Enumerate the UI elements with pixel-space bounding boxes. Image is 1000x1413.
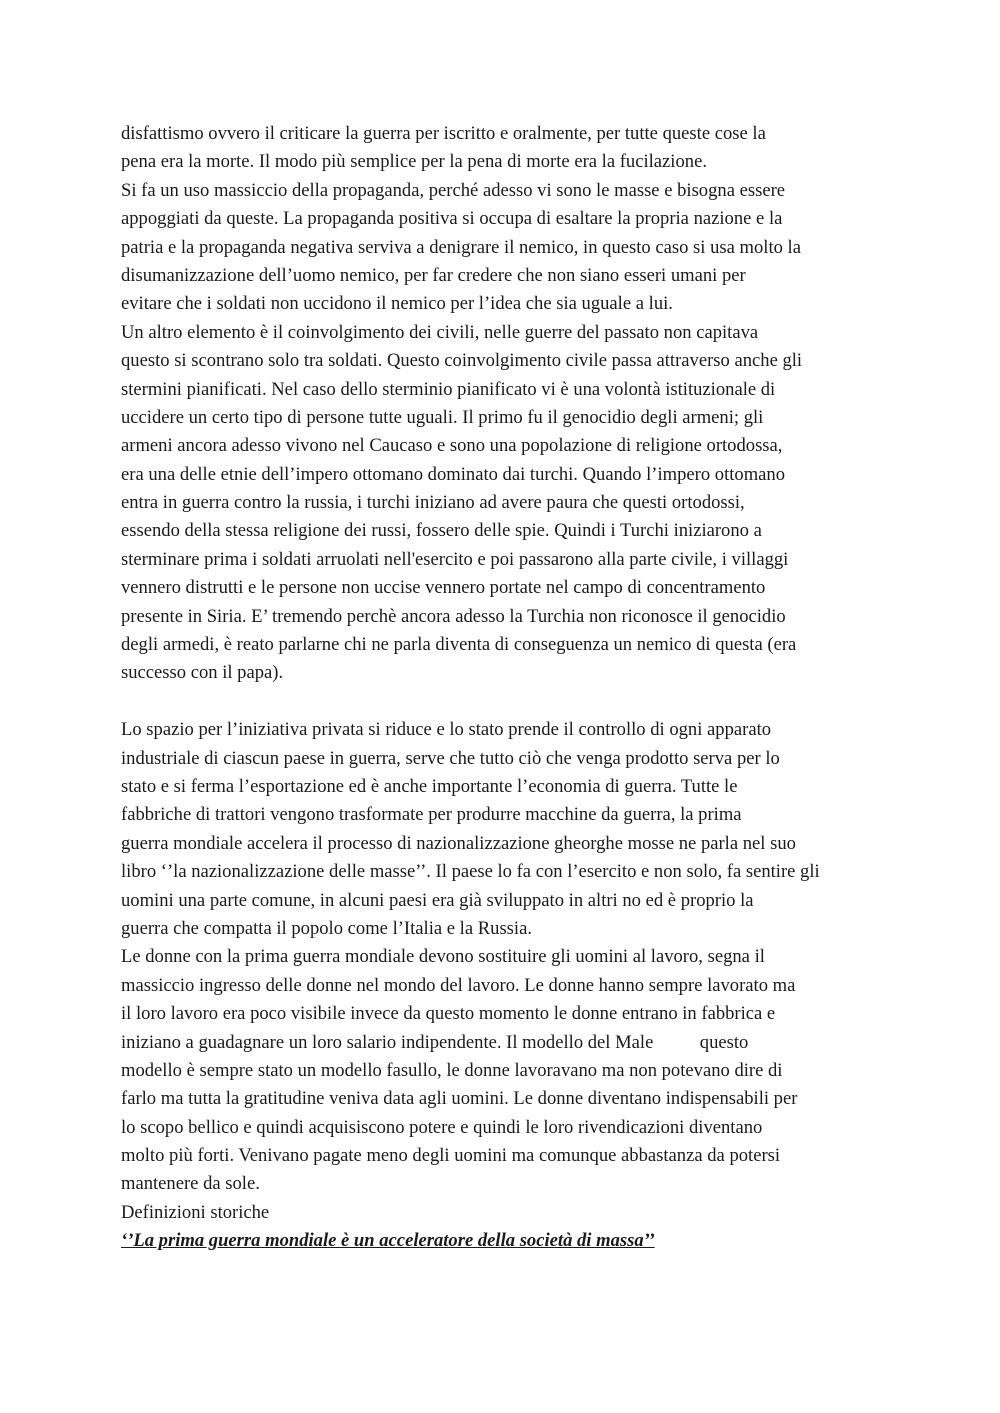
text-line: vennero distrutti e le persone non uccise vennero portate nel campo di concentramento [121, 577, 766, 599]
text-line: Un altro elemento è il coinvolgimento dei civili, nelle guerre del passato non capitava [121, 321, 759, 343]
text-line: Le donne con la prima guerra mondiale devono sostituire gli uomini al lavoro, segna il [121, 946, 765, 968]
text-line: degli armedi, è reato parlarne chi ne parla diventa di conseguenza un nemico di questa (era [121, 634, 797, 656]
text-line: industriale di ciascun paese in guerra, serve che tutto ciò che venga prodotto serva per lo [121, 747, 780, 769]
text-line: pena era la morte. Il modo più semplice per la pena di morte era la fucilazione. [121, 151, 707, 173]
text-line: lo scopo bellico e quindi acquisiscono potere e quindi le loro rivendicazioni diventano [121, 1116, 763, 1138]
text-line: Si fa un uso massiccio della propaganda, perché adesso vi sono le masse e bisogna essere [121, 179, 786, 201]
text-line: evitare che i soldati non uccidono il nemico per l’idea che sia uguale a lui. [121, 293, 673, 315]
text-line: mantenere da sole. [121, 1173, 260, 1195]
closing-quote: ‘’La prima guerra mondiale è un acceleratore della società di massa’’ [121, 1230, 655, 1252]
text-line: successo con il papa). [121, 662, 284, 684]
text-line: iniziano a guadagnare un loro salario indipendente. Il modello del Male questo [121, 1031, 749, 1053]
text-line: era una delle etnie dell’impero ottomano dominato dai turchi. Quando l’impero ottomano [121, 463, 786, 485]
text-line: armeni ancora adesso vivono nel Caucaso e sono una popolazione di religione ortodossa, [121, 435, 783, 457]
text-line: uomini una parte comune, in alcuni paesi era già sviluppato in altri no ed è proprio la [121, 889, 754, 911]
text-line: guerra mondiale accelera il processo di nazionalizzazione gheorghe mosse ne parla nel suo [121, 832, 796, 854]
text-line: sterminare prima i soldati arruolati nell'esercito e poi passarono alla parte civile, i villaggi [121, 548, 789, 570]
text-line: stermini pianificati. Nel caso dello sterminio pianificato vi è una volontà istituzionale di [121, 378, 776, 400]
text-line: modello è sempre stato un modello fasullo, le donne lavoravano ma non potevano dire di [121, 1059, 783, 1081]
paragraph-block-propaganda-armenians [121, 120, 881, 688]
text-line: disumanizzazione dell’uomo nemico, per far credere che non siano esseri umani per [121, 264, 746, 286]
document-body [121, 120, 881, 1256]
text-line: stato e si ferma l’esportazione ed è anche importante l’economia di guerra. Tutte le [121, 775, 738, 797]
text-line: massiccio ingresso delle donne nel mondo del lavoro. Le donne hanno sempre lavorato ma [121, 974, 796, 996]
paragraph-block-war-economy-women [121, 716, 881, 1227]
text-line: Lo spazio per l’iniziativa privata si riduce e lo stato prende il controllo di ogni apparato [121, 719, 772, 741]
text-line: entra in guerra contro la russia, i turchi iniziano ad avere paura che questi ortodossi, [121, 492, 745, 514]
text-line: farlo ma tutta la gratitudine veniva data agli uomini. Le donne diventano indispensabili per [121, 1088, 798, 1110]
text-line: questo si scontrano solo tra soldati. Questo coinvolgimento civile passa attraverso anche gli [121, 350, 803, 372]
text-line: essendo della stessa religione dei russi, fossero delle spie. Quindi i Turchi iniziarono a [121, 520, 762, 542]
paragraph-spacer [121, 688, 881, 716]
text-line: guerra che compatta il popolo come l’Italia e la Russia. [121, 917, 532, 939]
text-line: presente in Siria. E’ tremendo perchè ancora adesso la Turchia non riconosce il genocidio [121, 605, 786, 627]
section-label-definizioni: Definizioni storiche [121, 1201, 270, 1223]
text-line: appoggiati da queste. La propaganda positiva si occupa di esaltare la propria nazione e la [121, 208, 783, 230]
text-line: uccidere un certo tipo di persone tutte uguali. Il primo fu il genocidio degli armeni; gli [121, 406, 764, 428]
text-line: il loro lavoro era poco visibile invece da questo momento le donne entrano in fabbrica e [121, 1003, 776, 1025]
text-line: fabbriche di trattori vengono trasformate per produrre macchine da guerra, la prima [121, 804, 742, 826]
text-line: disfattismo ovvero il criticare la guerra per iscritto e oralmente, per tutte queste cose la [121, 123, 766, 144]
text-line: libro ‘’la nazionalizzazione delle masse’’. Il paese lo fa con l’esercito e non solo, fa sentire gli [121, 861, 820, 883]
text-line: molto più forti. Venivano pagate meno degli uomini ma comunque abbastanza da potersi [121, 1145, 781, 1167]
text-line: patria e la propaganda negativa serviva a denigrare il nemico, in questo caso si usa molto la [121, 236, 801, 258]
